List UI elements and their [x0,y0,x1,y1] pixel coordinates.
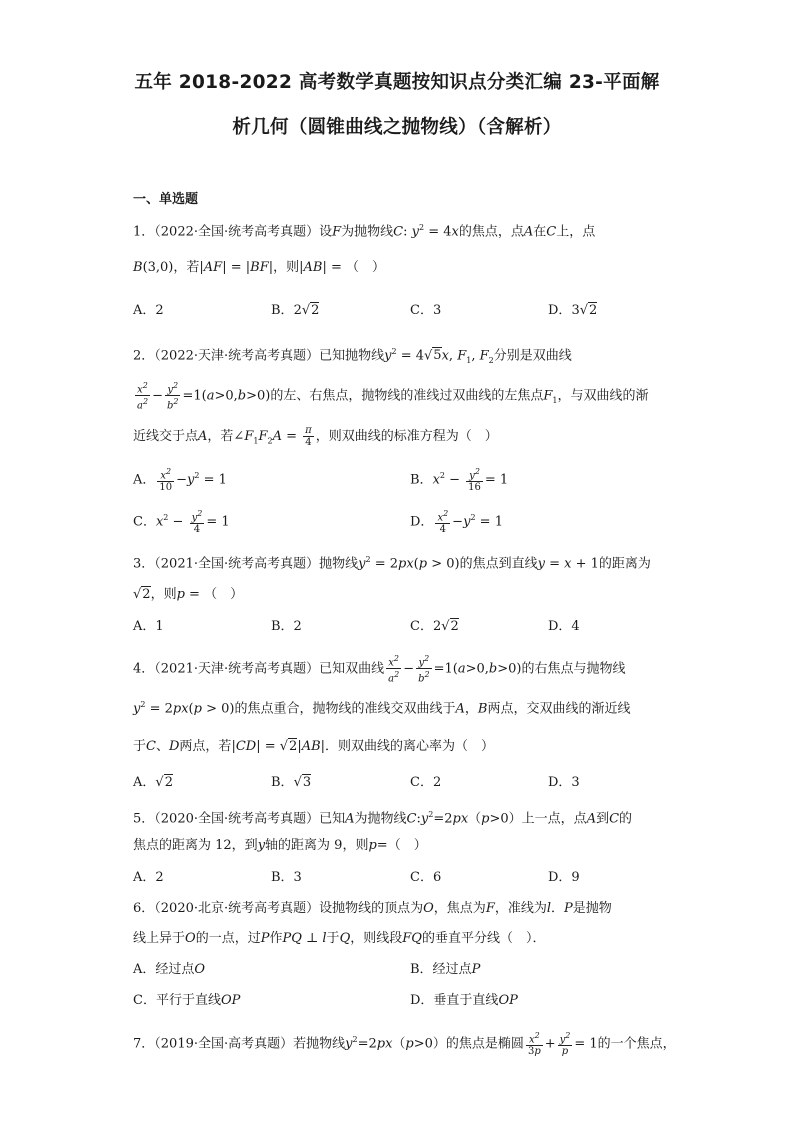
q2-option-a: A． $\frac{x^2}{10}$ $-y^2 = 1$ [133,467,227,494]
q6-line-1: 6．（2020·北京·统考高考真题）设抛物线的顶点为O，焦点为F，准线为l．P是抛物 [133,901,612,916]
document-title-line-1: 五年 2018-2022 高考数学真题按知识点分类汇编 23-平面解 [134,72,660,93]
q4-line-2: $y^2 = 2px(p > 0)$的焦点重合，抛物线的准线交双曲线于A，B两点，交双曲线的渐近线 [133,700,631,717]
q4-option-a: A．√2 [133,775,173,790]
q4-line-1: 4．（2021·天津·统考高考真题）已知双曲线 $\frac{x^2}{a^2}$ − $\frac{y^2}{b^2}$ =1(a>0,b>0)的右焦点与抛物线 [133,654,626,685]
q6-line-2: 线上异于O的一点，过P作PQ ⊥ l于Q，则线段FQ的垂直平分线（ ）． [133,931,546,946]
q2-line-1: 2．（2022·天津·统考高考真题）已知抛物线$y^2 = 4√5x$, $F_1$, $F_2$分别是双曲线 [133,347,572,365]
document-title-line-2: 析几何（圆锥曲线之抛物线）（含解析） [232,117,562,138]
q4-option-d: D．3 [548,775,580,790]
q6-option-a: A．经过点O [133,962,206,977]
q1-option-c: C．3 [410,303,442,318]
q4-option-c: C．2 [410,775,442,790]
q6-option-c: C．平行于直线OP [133,993,241,1008]
q2-line-3: 近线交于点A，若$\angle F_1F_2A$ = $\frac{\pi}{4}$ ，则双曲线的标准方程为（ ） [133,425,498,448]
q3-option-d: D．4 [548,619,580,634]
q5-option-b: B．3 [271,870,302,885]
q1-line-1: 1．（2022·全国·统考高考真题）设F为抛物线C: $y^2 = 4x$的焦点，点A在C上，点 [133,223,596,240]
q7-line-1: 7．（2019·全国·高考真题）若抛物线$y^2=2px(p>0)$的焦点是椭圆 $\frac{x^2}{3p}$ + $\frac{y^2}{p}$ = 1的一个焦点， [133,1031,676,1058]
q3-line-1: 3．（2021·全国·统考高考真题）抛物线$y^2 = 2px(p > 0)$的焦点到直线y = x + 1的距离为 [133,555,651,572]
q1-option-d: D．3√2 [548,303,598,318]
q3-line-2: √2，则p = （ ） [133,587,244,602]
q6-option-b: B．经过点P [410,962,481,977]
q3-option-a: A．1 [133,619,164,634]
q5-line-1: 5．（2020·全国·统考高考真题）已知A为抛物线$C:y^2=2px(p>0)$上一点，点A到C的 [133,810,633,827]
section-heading: 一、单选题 [133,192,199,207]
q6-option-d: D．垂直于直线OP [410,993,518,1008]
q3-option-c: C．2√2 [410,619,459,634]
q5-option-a: A．2 [133,870,164,885]
q2-option-c: C．$x^2$ − $\frac{y^2}{4}$ = 1 [133,509,230,536]
q5-line-2: 焦点的距离为 12，到y轴的距离为 9，则p=（ ） [133,838,427,853]
q2-option-d: D． $\frac{x^2}{4}$ $-y^2 = 1$ [410,509,503,536]
q5-option-c: C．6 [410,870,442,885]
q1-line-2: B(3,0)，若|AF| = |BF|，则|AB| = （ ） [133,260,386,275]
q5-option-d: D．9 [548,870,580,885]
q3-option-b: B．2 [271,619,302,634]
q4-option-b: B．√3 [271,775,312,790]
q2-option-b: B．$x^2$ − $\frac{y^2}{16}$ = 1 [410,467,509,494]
q1-option-b: B．2√2 [271,303,320,318]
q1-option-a: A．2 [133,303,164,318]
q2-line-2: $\frac{x^2}{a^2}$ − $\frac{y^2}{b^2}$ =1(a>0,b>0)的左、右焦点，抛物线的准线过双曲线的左焦点$F_1$，与双曲线的渐 [137,381,649,412]
q4-line-3: 于C、D两点，若|CD| = √2|AB|．则双曲线的离心率为（ ） [133,739,495,754]
